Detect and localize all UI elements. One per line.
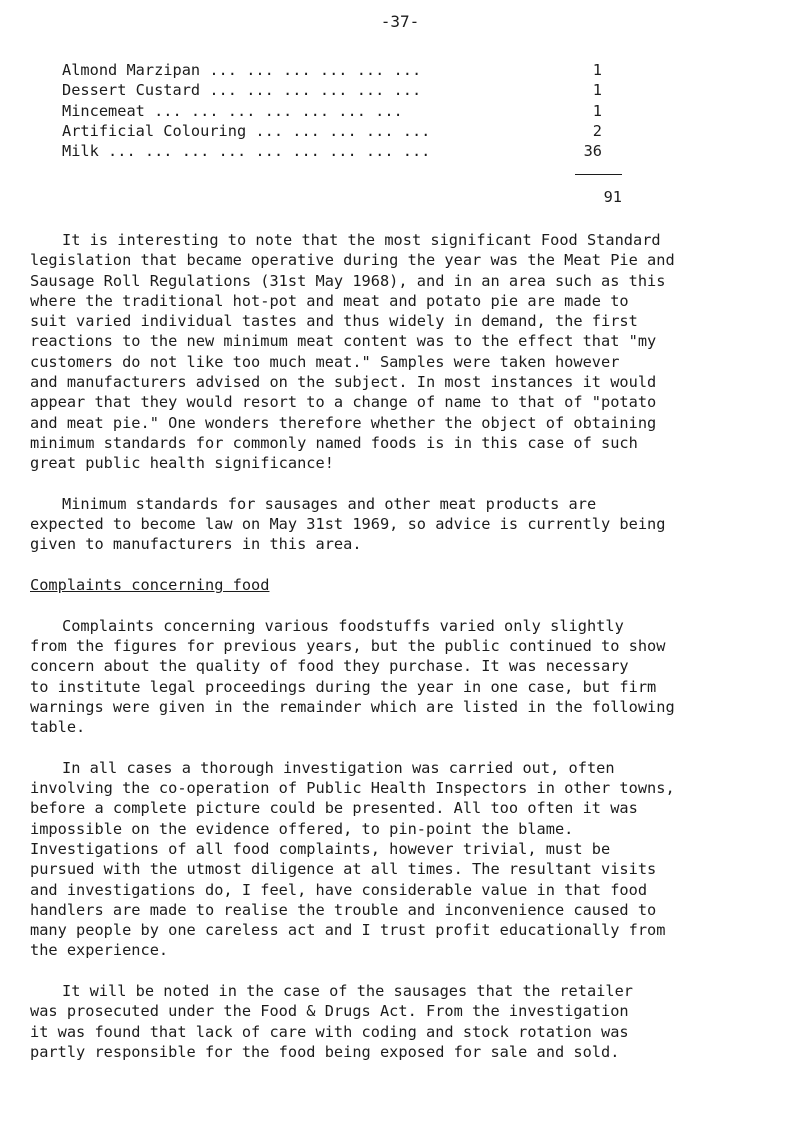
paragraph-sausage-prosecution: It will be noted in the case of the sausages that the retailer was prosecuted under the Food & Drugs Act. From the investigation it was found that lack of care with coding and stock rotation was partly responsible for the food being exposed for sale and sold. (30, 981, 633, 1061)
item-count: 1 (592, 61, 602, 79)
item-name: Artificial Colouring ... ... ... ... ... (62, 121, 431, 140)
items-total: 91 (603, 188, 622, 206)
item-count: 36 (583, 142, 602, 161)
paragraph-sausage-standards: Minimum standards for sausages and other meat products are expected to become law on May 31st 1969, so advice is currently being given to manufacturers in this area. (30, 494, 666, 554)
item-name: Almond Marzipan ... ... ... ... ... ... (62, 61, 422, 79)
section-heading: Complaints concerning food (30, 576, 270, 595)
total-rule (575, 174, 622, 175)
list-item (62, 101, 622, 121)
item-count: 1 (592, 101, 602, 120)
paragraph-meat-pie-regulations: It is interesting to note that the most significant Food Standard legislation that became operative during the year was the Meat Pie and Sausage Roll Regulations (31st May 1968), and in an area such as this where the traditional hot-pot and meat and potato pie are made to suit varied individual tastes and thus widely in demand, the first reactions to the new minimum meat content was to the effect that "my customers do not like too much meat." Samples were taken however and manufacturers advised on the subject. In most instances it would appear that they would resort to a change of name to that of "potato and meat pie." One wonders therefore whether the object of obtaining minimum standards for commonly named foods is in this case of such great public health significance! (30, 231, 675, 473)
item-name: Mincemeat ... ... ... ... ... ... ... (62, 101, 403, 120)
item-count: 1 (592, 81, 602, 100)
item-count: 2 (592, 121, 602, 140)
list-item (62, 80, 622, 100)
list-item (62, 121, 622, 141)
paragraph-complaints: Complaints concerning various foodstuffs varied only slightly from the figures for previous years, but the public continued to show concern about the quality of food they purchase. It was necessary to institute legal proceedings during the year in one case, but firm warnings were given in the remainder which are listed in the following table. (30, 616, 675, 737)
item-name: Milk ... ... ... ... ... ... ... ... ... (62, 142, 431, 161)
body-text (30, 230, 788, 1082)
item-name: Dessert Custard ... ... ... ... ... ... (62, 81, 422, 100)
complaint-items-list (62, 60, 622, 161)
list-item (62, 60, 622, 80)
page-number: -37- (380, 12, 420, 31)
list-item (62, 141, 622, 161)
paragraph-investigations: In all cases a thorough investigation was carried out, often involving the co-operation of Public Health Inspectors in other towns, before a complete picture could be presented. All too often it was impossible on the evidence offered, to pin-point the blame. Investigations of all food complaints, however trivial, must be pursued with the utmost diligence at all times. The resultant visits and investigations do, I feel, have considerable value in that food handlers are made to realise the trouble and inconvenience caused to many people by one careless act and I trust profit educationally from the experience. (30, 758, 675, 960)
